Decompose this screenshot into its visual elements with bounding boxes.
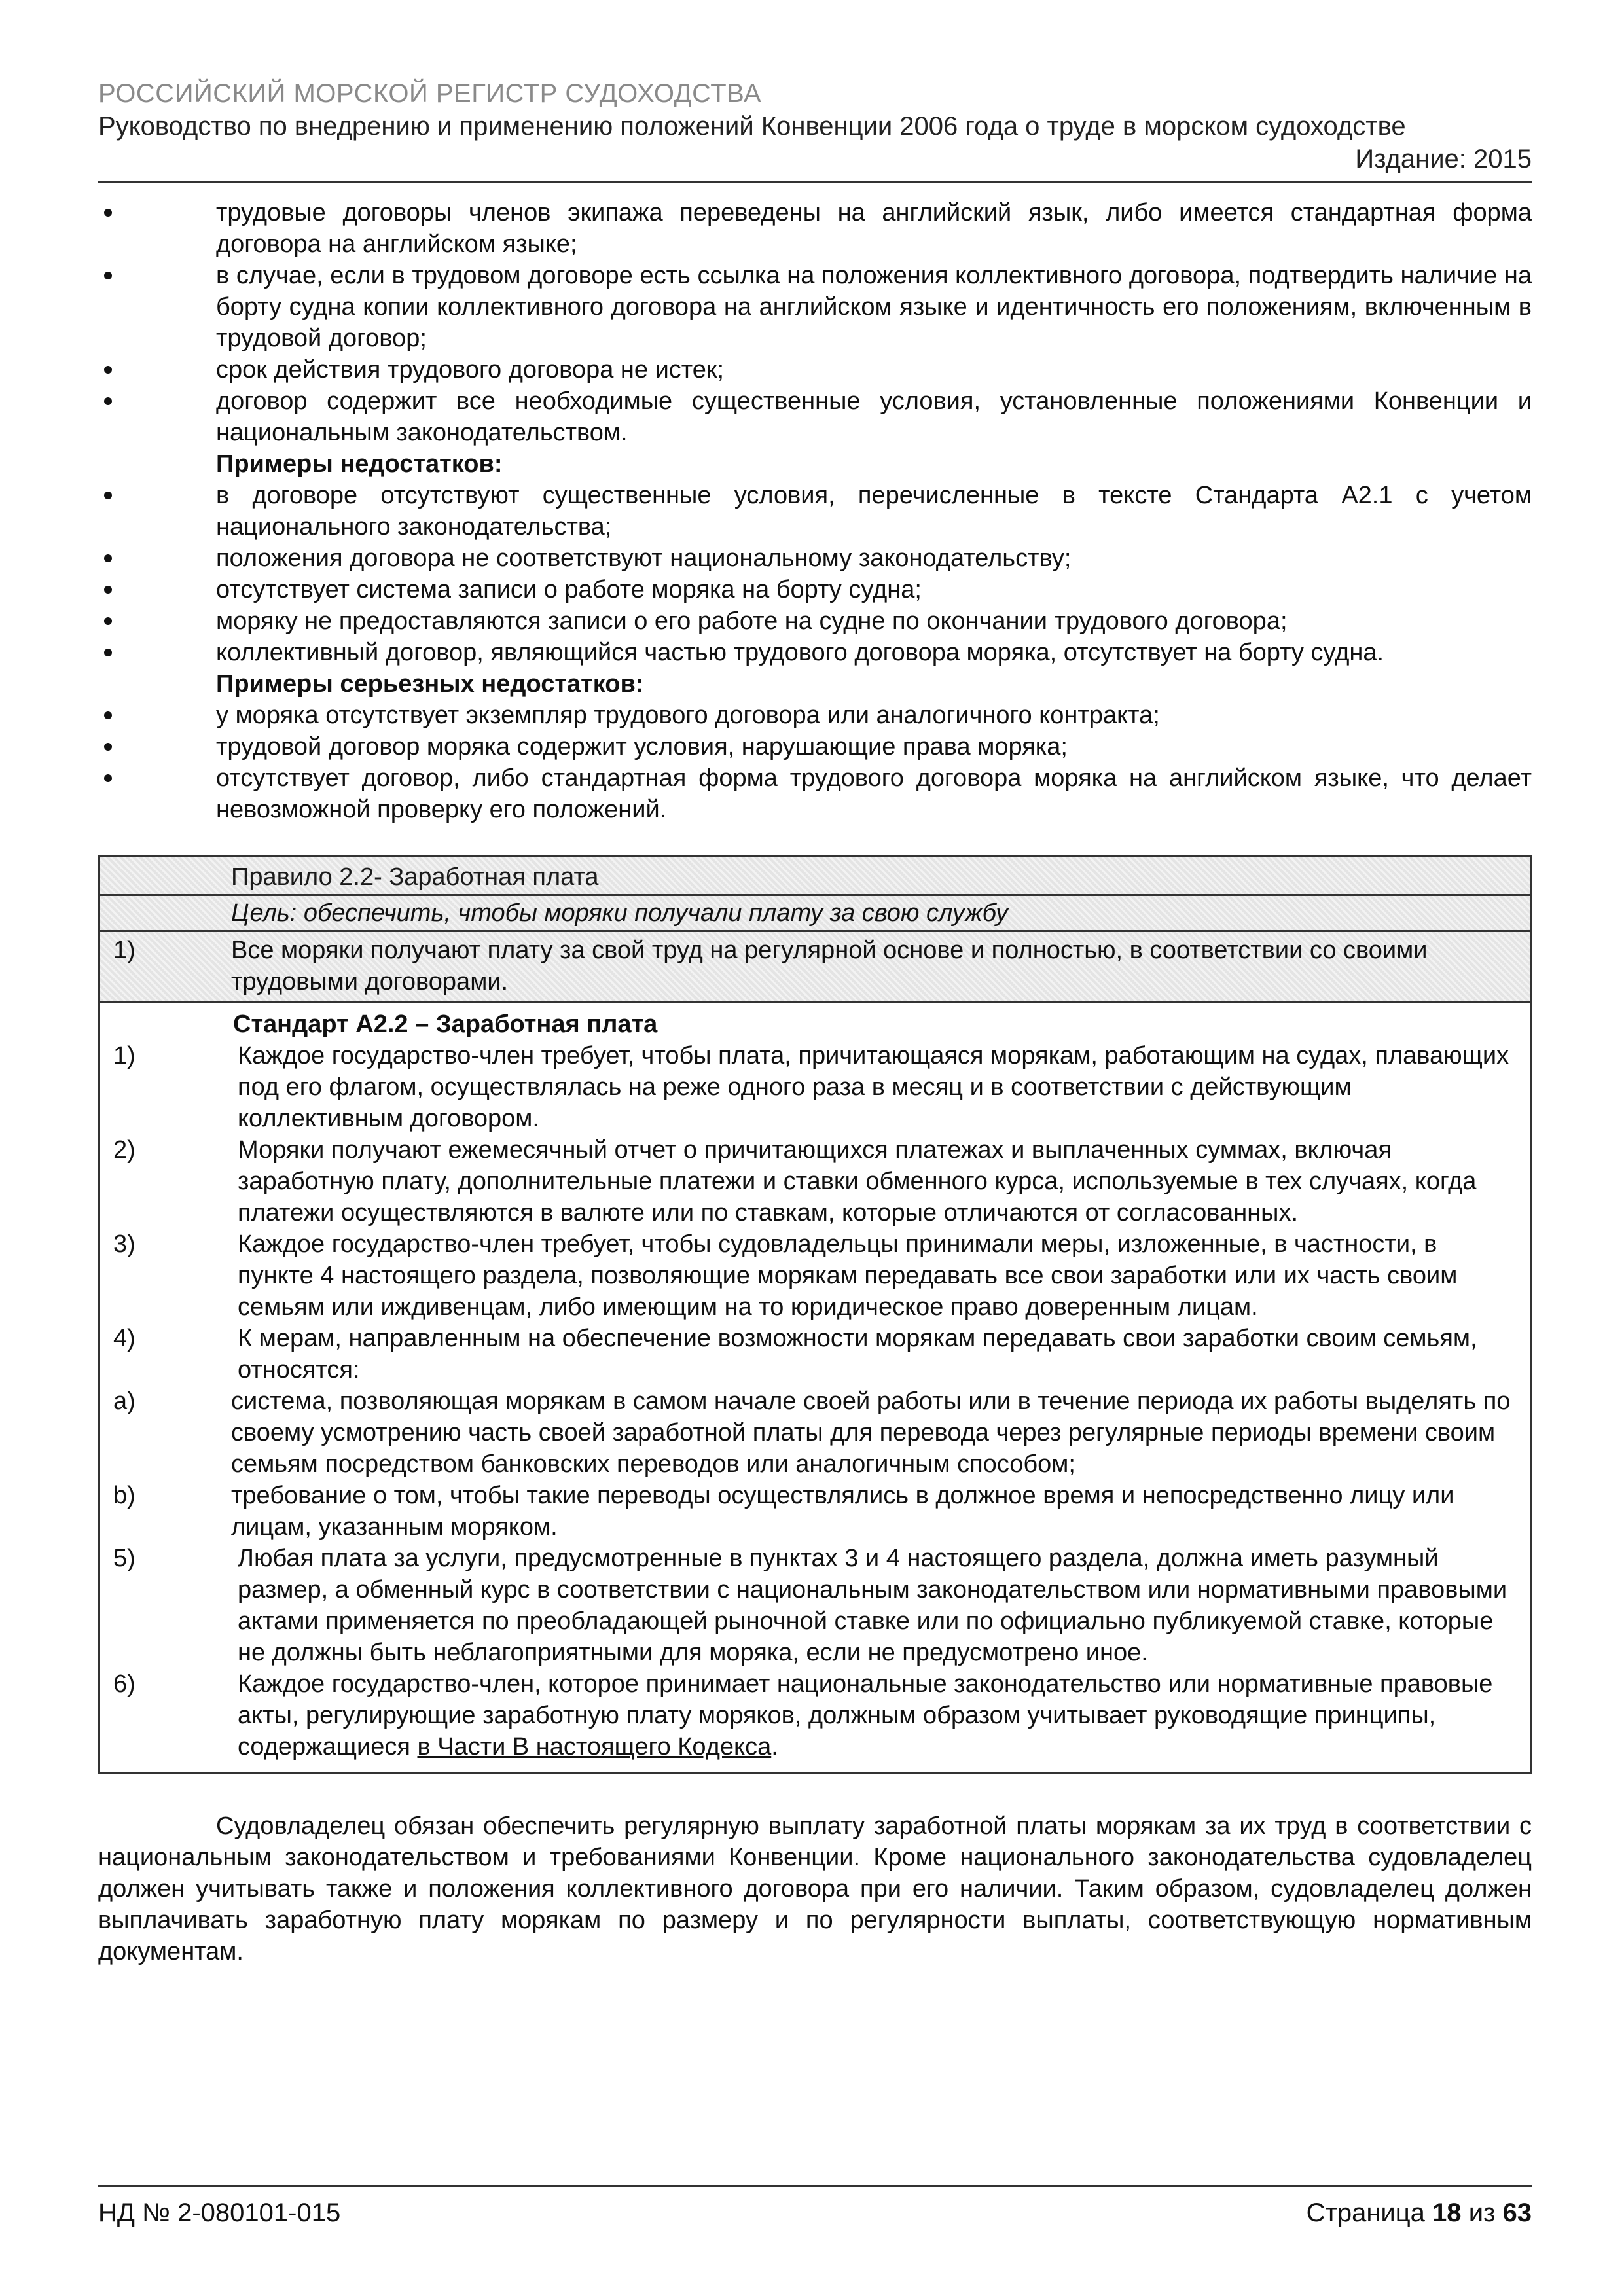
list-item: у моряка отсутствует экземпляр трудового договора или аналогичного контракта; xyxy=(98,700,1532,731)
regulation-shaded-area xyxy=(100,857,1530,1003)
standard-item xyxy=(100,1668,1517,1763)
list-item: отсутствует система записи о работе моряка на борту судна; xyxy=(98,574,1532,605)
list-item: трудовой договор моряка содержит условия, нарушающие права моряка; xyxy=(98,731,1532,762)
list-item: отсутствует договор, либо стандартная форма трудового договора моряка на английском языке, что делает невозможной проверку его положений. xyxy=(98,762,1532,825)
item-text: Любая плата за услуги, предусмотренные в пунктах 3 и 4 настоящего раздела, должна иметь разумный размер, а обменный курс в соответствии с национальным законодательством или нормативными правовыми актами применяется по преобладающей рыночной ставке или по официально публикуемой ставке, которые не должны быть неблагоприятными для моряка, если не предусмотрено иное. xyxy=(238,1545,1507,1666)
body-paragraph: Судовладелец обязан обеспечить регулярную выплату заработной платы морякам за их труд в соответствии с национальным законодательством и требованиями Конвенции. Кроме национального законодательства судовладелец должен учитывать также и положения коллективного договора при его наличии. Таким образом, судовладелец должен выплачивать заработную плату морякам по размеру и по регулярности выплаты, соответствующую нормативным документам. xyxy=(98,1812,1532,1965)
item-text: Каждое государство-член требует, чтобы плата, причитающаяся морякам, работающим на судах, плавающих под его флагом, осуществлялась на реже одного раза в месяц и в соответствии с действующим коллективным договором. xyxy=(238,1042,1509,1132)
standard-title: Стандарт А2.2 – Заработная плата xyxy=(233,1011,658,1038)
item-text: Каждое государство-член требует, чтобы судовладельцы принимали меры, изложенные, в частности, в пункте 4 настоящего раздела, позволяющие морякам передавать все свои заработки или их часть своим семьям или иждивенцам, либо имеющим на то юридическое право доверенным лицам. xyxy=(238,1230,1458,1321)
item-text: Все моряки получают плату за свой труд на регулярной основе и полностью, в соответствии со своими трудовыми договорами. xyxy=(231,937,1428,996)
item-number: 6) xyxy=(113,1670,135,1698)
document-title: Руководство по внедрению и применению положений Конвенции 2006 года о труде в морском судоходстве xyxy=(98,112,1406,141)
page-header xyxy=(98,77,1532,183)
standard-item xyxy=(100,1229,1517,1323)
item-number: 4) xyxy=(113,1325,135,1352)
code-part-b-link[interactable]: в Части В настоящего Кодекса xyxy=(417,1733,772,1761)
item-number: 5) xyxy=(113,1545,135,1572)
page-total: 63 xyxy=(1502,2198,1532,2227)
item-text: Каждое государство-член, которое принимает национальные законодательство или нормативные правовые акты, регулирующие заработную плату моряков, должным образом учитывает руководящие принципы, содержащиеся xyxy=(238,1670,1493,1761)
inspection-checklist xyxy=(98,197,1532,825)
standard-subitem xyxy=(100,1480,1517,1543)
page-indicator xyxy=(1307,2197,1532,2229)
organization-name: РОССИЙСКИЙ МОРСКОЙ РЕГИСТР СУДОХОДСТВА xyxy=(98,79,762,108)
item-text: система, позволяющая морякам в самом начале своей работы или в течение периода их работы выделять по своему усмотрению часть своей заработной платы для перевода через регулярные периоды времени своим семьям посредством банковских переводов или аналогичным способом; xyxy=(231,1388,1511,1478)
standard-subitem xyxy=(100,1386,1517,1480)
item-text: требование о том, чтобы такие переводы осуществлялись в должное время и непосредственно лицу или лицам, указанным моряком. xyxy=(231,1482,1454,1541)
item-text: К мерам, направленным на обеспечение возможности морякам передавать свои заработки своим семьям, относятся: xyxy=(238,1325,1477,1384)
list-item: в договоре отсутствуют существенные условия, перечисленные в тексте Стандарта А2.1 с учетом национального законодательства; xyxy=(98,480,1532,543)
list-item: коллективный договор, являющийся частью трудового договора моряка, отсутствует на борту судна. xyxy=(98,637,1532,668)
page-label: Страница xyxy=(1306,2198,1425,2227)
regulation-title: Правило 2.2- Заработная плата xyxy=(100,857,1530,896)
item-number: 3) xyxy=(113,1230,135,1258)
standard-item xyxy=(100,1323,1517,1386)
item-text-end: . xyxy=(771,1733,778,1761)
list-item: положения договора не соответствуют национальному законодательству; xyxy=(98,543,1532,574)
item-letter: a) xyxy=(113,1388,135,1415)
item-number: 1) xyxy=(113,1042,135,1069)
item-text: Моряки получают ежемесячный отчет о причитающихся платежах и выплаченных суммах, включая заработную плату, дополнительные платежи и ставки обменного курса, используемые в тех случаях, когда платежи осуществляются в валюте или по ставкам, которые отличаются от согласованных. xyxy=(238,1136,1477,1227)
standard-section xyxy=(100,1003,1530,1772)
list-item: моряку не предоставляются записи о его работе на судне по окончании трудового договора; xyxy=(98,605,1532,637)
regulation-item xyxy=(100,932,1530,1003)
standard-item xyxy=(100,1543,1517,1668)
regulation-box xyxy=(98,855,1532,1774)
edition-label: Издание: 2015 xyxy=(1355,145,1532,173)
deficiencies-heading: Примеры недостатков: xyxy=(216,450,503,478)
list-item: в случае, если в трудовом договоре есть ссылка на положения коллективного договора, подтвердить наличие на борту судна копии коллективного договора на английском языке и идентичность его положениям, включенным в трудовой договор; xyxy=(98,260,1532,354)
standard-item xyxy=(100,1134,1517,1229)
list-item: срок действия трудового договора не истек; xyxy=(98,354,1532,386)
list-item: трудовые договоры членов экипажа переведены на английский язык, либо имеется стандартная форма договора на английском языке; xyxy=(98,197,1532,260)
regulation-goal: Цель: обеспечить, чтобы моряки получали плату за свою службу xyxy=(100,896,1530,932)
page-separator: из xyxy=(1468,2198,1496,2227)
document-page xyxy=(98,77,1532,1967)
item-letter: b) xyxy=(113,1482,135,1509)
document-number: НД № 2-080101-015 xyxy=(98,2198,341,2227)
page-current: 18 xyxy=(1432,2198,1462,2227)
header-divider xyxy=(98,181,1532,183)
item-number: 1) xyxy=(113,937,135,964)
list-item: договор содержит все необходимые существенные условия, установленные положениями Конвенции и национальным законодательством. xyxy=(98,386,1532,448)
serious-deficiencies-heading: Примеры серьезных недостатков: xyxy=(216,670,644,698)
item-number: 2) xyxy=(113,1136,135,1164)
standard-item xyxy=(100,1040,1517,1134)
footer-divider xyxy=(98,2185,1532,2187)
